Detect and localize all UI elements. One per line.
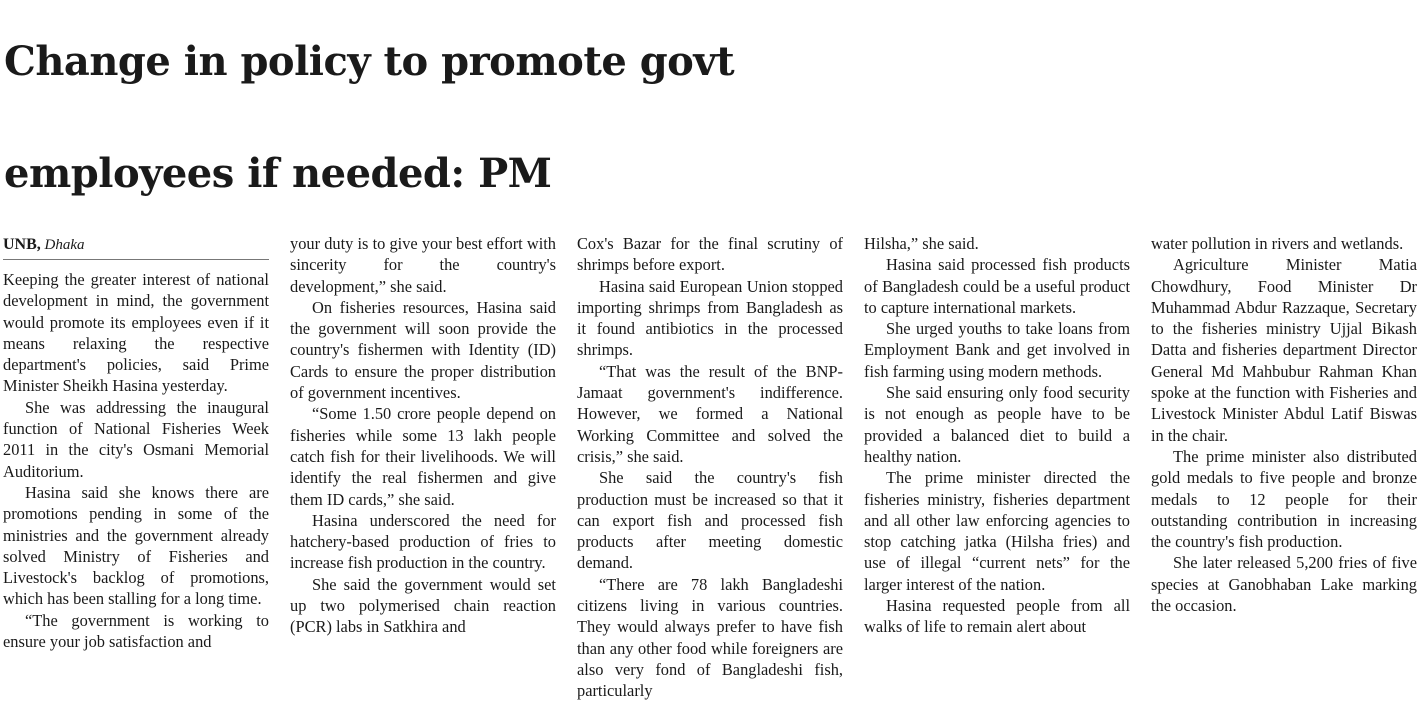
paragraph: water pollution in rivers and wetlands. — [1151, 234, 1404, 253]
paragraph: “That was the result of the BNP-Jamaat government's indifference. However, we formed a National Working Committee and solved the crisis,” she said. — [577, 361, 843, 466]
paragraph: She urged youths to take loans from Employment Bank and get involved in fish farming using modern methods. — [864, 319, 1130, 381]
column-4 — [864, 233, 1130, 707]
paragraph: The prime minister also distributed gold medals to five people and bronze medals to 12 people for their outstanding contribution in increasing the country's fish production. — [1151, 446, 1417, 552]
paragraph: The prime minister directed the fisheries ministry, fisheries department and all other law enforcing agencies to stop catching jatka (Hilsha fries) and use of illegal “current nets” for the larger interest of the nation. — [864, 468, 1130, 594]
paragraph: Hasina requested people from all walks of life to remain alert about — [864, 596, 1130, 637]
column-2 — [290, 233, 556, 707]
headline-line-1: Change in policy to promote govt — [4, 38, 735, 85]
paragraph: your duty is to give your best effort with sincerity for the country's development,” she said. — [290, 234, 556, 296]
paragraph: “The government is working to ensure your job satisfaction and — [3, 610, 269, 652]
paragraph: She said ensuring only food security is not enough as people have to be provided a balanced diet to build a healthy nation. — [864, 383, 1130, 466]
paragraph: She was addressing the inaugural function of National Fisheries Week 2011 in the city's Osmani Memorial Auditorium. — [3, 397, 269, 481]
paragraph: She said the government would set up two polymerised chain reaction (PCR) labs in Satkhira and — [290, 574, 556, 637]
byline — [3, 235, 269, 260]
column-3 — [577, 233, 843, 707]
paragraph: Hasina underscored the need for hatchery-based production of fries to increase fish production in the country. — [290, 510, 556, 573]
column-5 — [1151, 233, 1417, 707]
paragraph: She later released 5,200 fries of five species at Ganobhaban Lake marking the occasion. — [1151, 553, 1417, 616]
paragraph: “There are 78 lakh Bangladeshi citizens living in various countries. They would always prefer to have fish than any other food while foreigners are also very fond of Bangladeshi fish, particularly — [577, 574, 843, 701]
paragraph: Agriculture Minister Matia Chowdhury, Food Minister Dr Muhammad Abdur Razzaque, Secretary to the fisheries ministry Ujjal Bikash Datta and fisheries department Director General Md Mahbubur Rahman Khan spoke at the function with Fisheries and Livestock Minister Abdul Latif Biswas in the chair. — [1151, 255, 1417, 445]
column-1 — [3, 233, 269, 707]
paragraph: Keeping the greater interest of national development in mind, the government would promote its employees even if it means relaxing the respective department's policies, said Prime Minister Sheikh Hasina yesterday. — [3, 270, 269, 396]
headline — [4, 6, 1416, 230]
paragraph: On fisheries resources, Hasina said the government will soon provide the country's fishermen with Identity (ID) Cards to ensure the proper distribution of government incentives. — [290, 297, 556, 403]
paragraph: She said the country's fish production must be increased so that it can export fish and processed fish products after meeting domestic demand. — [577, 468, 843, 573]
article-body — [3, 233, 1417, 707]
paragraph: Hasina said processed fish products of Bangladesh could be a useful product to capture international markets. — [864, 255, 1130, 317]
paragraph: Hasina said European Union stopped importing shrimps from Bangladesh as it found antibiotics in the processed shrimps. — [577, 276, 843, 360]
byline-agency: UNB, — [3, 236, 41, 253]
paragraph: “Some 1.50 crore people depend on fisheries while some 13 lakh people catch fish for their livelihoods. We will identify the real fishermen and give them ID cards,” she said. — [290, 404, 556, 509]
paragraph: Hasina said she knows there are promotions pending in some of the ministries and the government already solved Ministry of Fisheries and Livestock's backlog of promotions, which has been stalling for a long time. — [3, 482, 269, 609]
paragraph: Hilsha,” she said. — [864, 234, 979, 253]
headline-line-2: employees if needed: PM — [4, 150, 552, 197]
byline-place: Dhaka — [44, 237, 85, 253]
paragraph: Cox's Bazar for the final scrutiny of shrimps before export. — [577, 234, 843, 275]
